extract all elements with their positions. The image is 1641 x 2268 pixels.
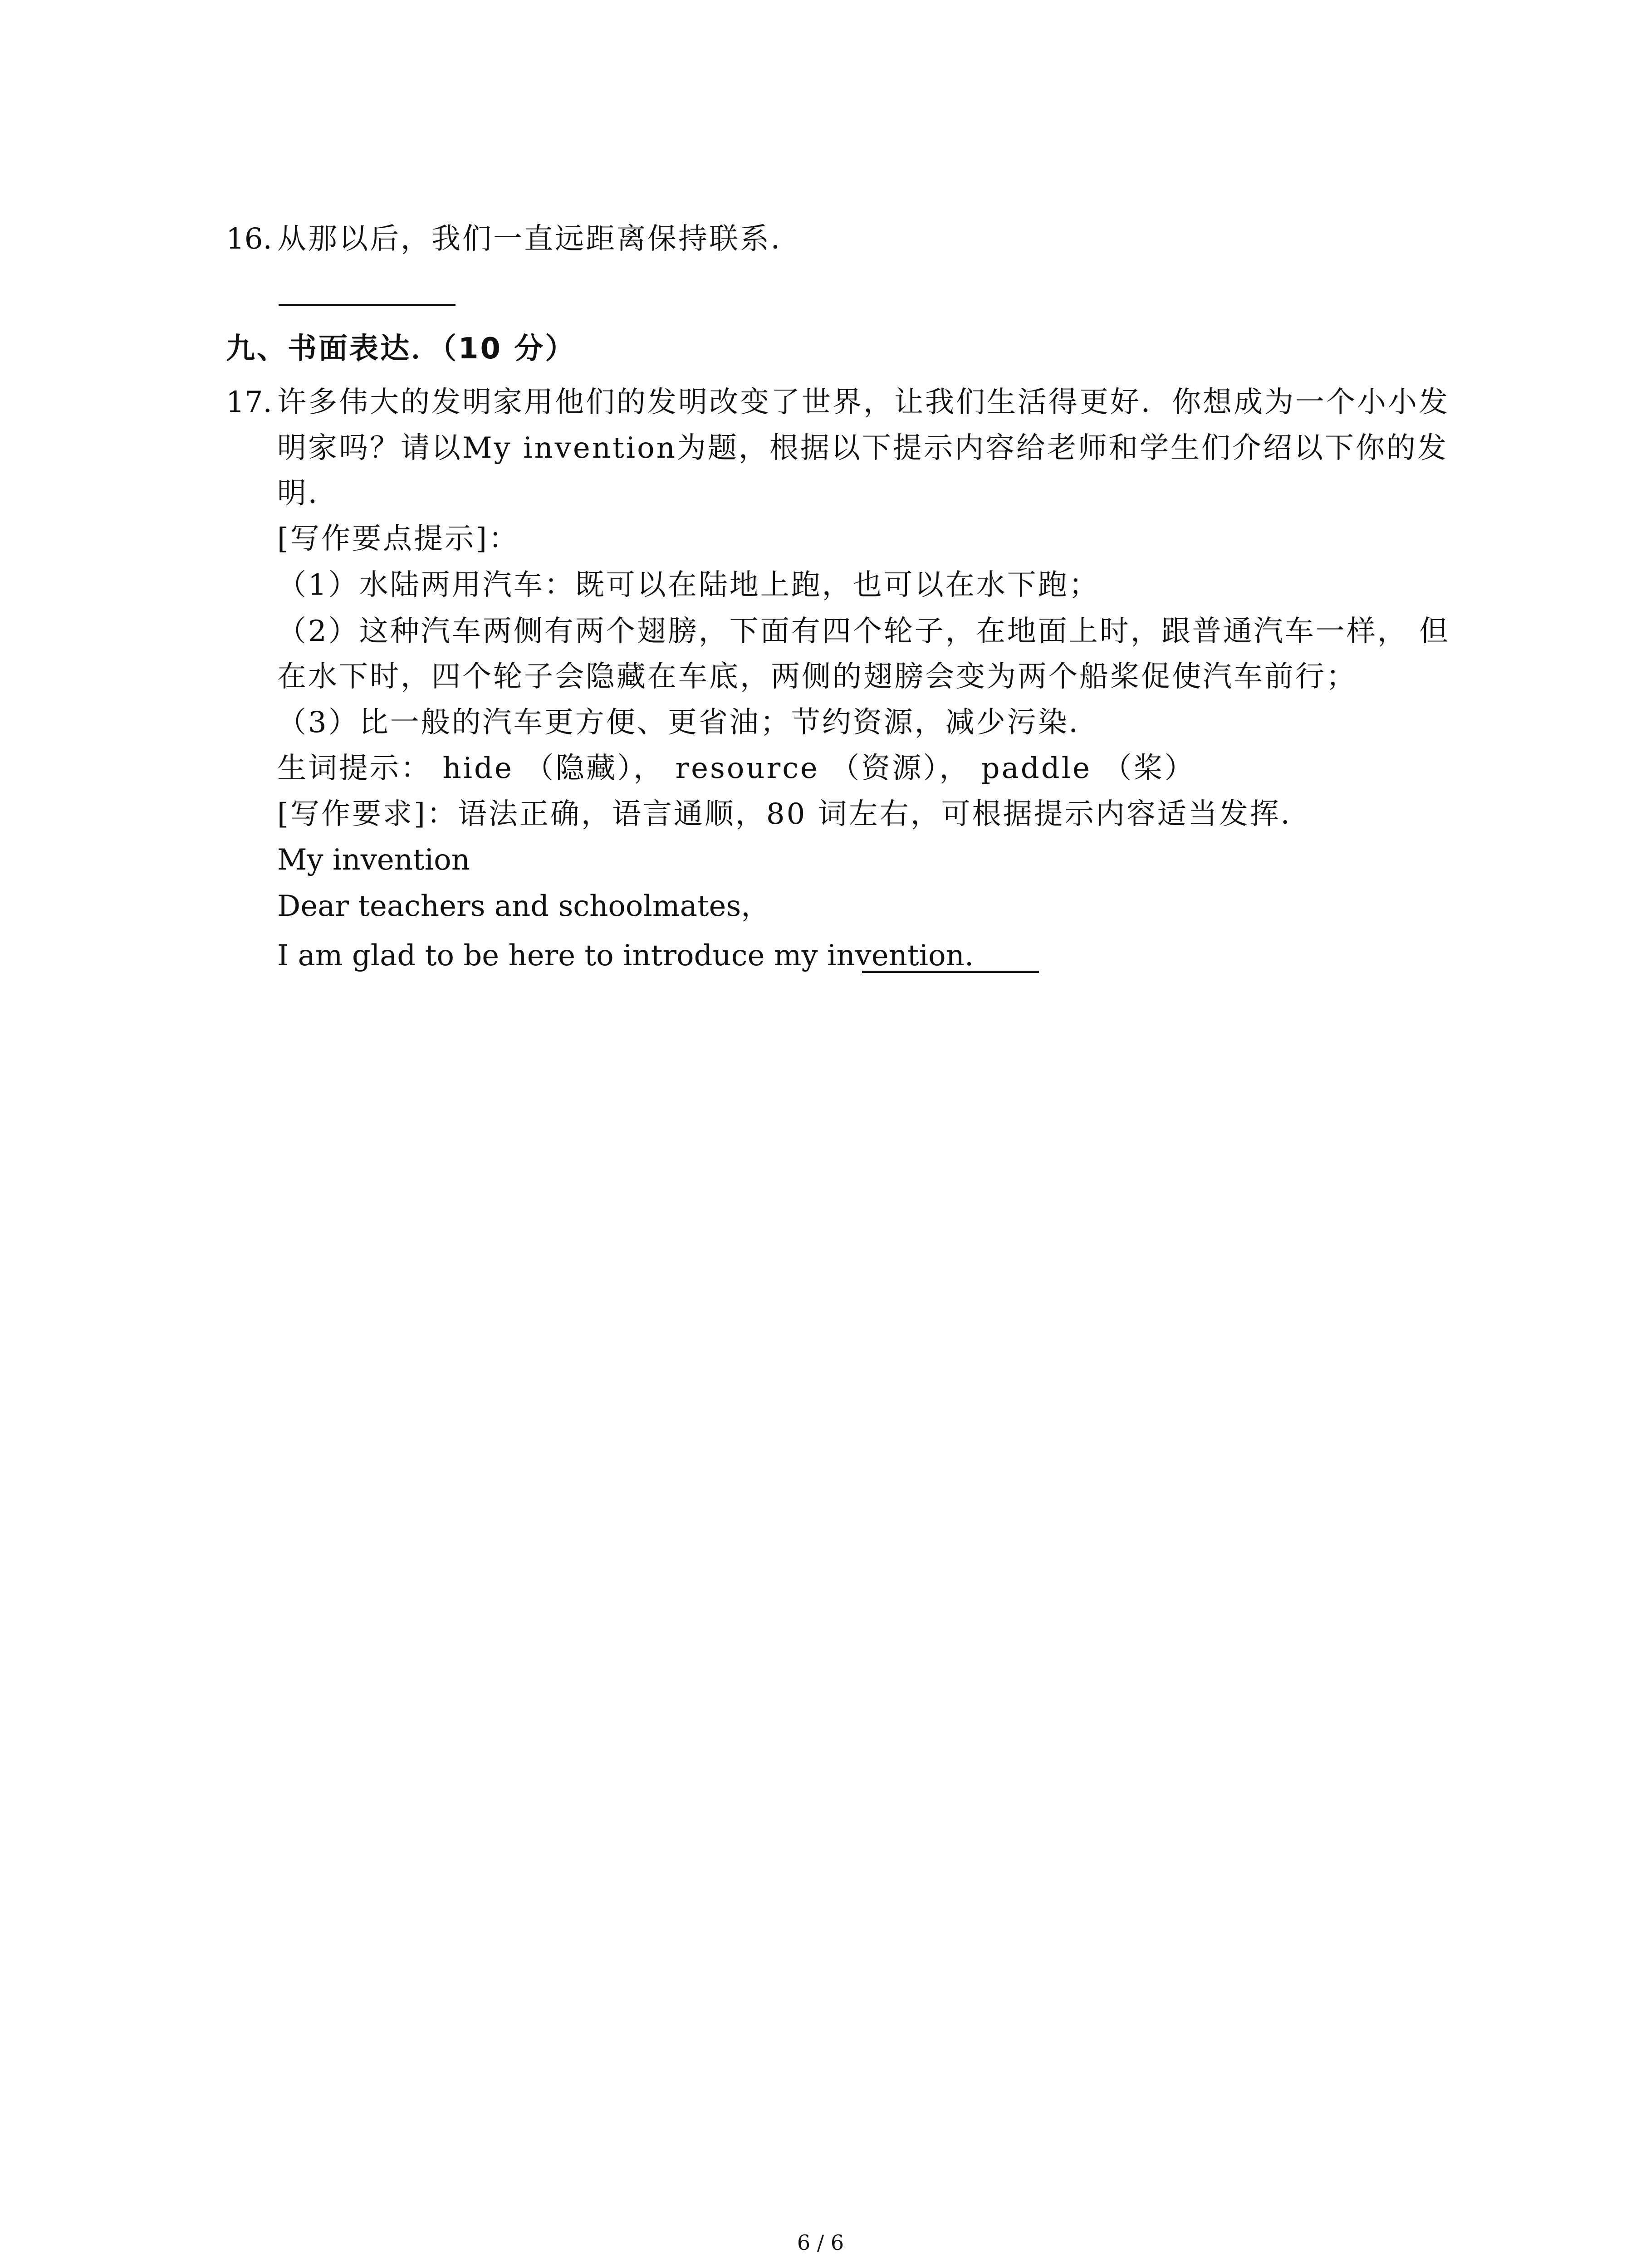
writing-points-label: [写作要点提示]： bbox=[277, 522, 519, 556]
writing-point-3: （3）比一般的汽车更方便、更省油；节约资源，减少污染． bbox=[277, 706, 1100, 739]
essay-opening-sentence: I am glad to be here to introduce my invention. bbox=[277, 939, 974, 973]
section-9-heading: 九、书面表达．（10 分） bbox=[226, 332, 576, 366]
question-17-line-2: 明家吗？请以My invention为题，根据以下提示内容给老师和学生们介绍以下你的发 bbox=[277, 431, 1448, 465]
essay-greeting: Dear teachers and schoolmates， bbox=[277, 890, 770, 923]
essay-title: My invention bbox=[277, 843, 470, 877]
writing-point-1: （1）水陆两用汽车：既可以在陆地上跑，也可以在水下跑； bbox=[277, 568, 1100, 602]
question-17-answer-blank[interactable] bbox=[862, 971, 1039, 973]
question-17-line-3: 明． bbox=[277, 477, 339, 510]
page-number: 6 / 6 bbox=[797, 2230, 844, 2255]
writing-requirements: [写作要求]：语法正确，语言通顺，80 词左右，可根据提示内容适当发挥． bbox=[277, 797, 1312, 831]
question-16-number: 16. bbox=[226, 222, 272, 256]
vocabulary-hints: 生词提示： hide （隐藏）， resource （资源）， paddle （桨） bbox=[277, 752, 1195, 785]
question-17-number: 17. bbox=[226, 386, 272, 419]
writing-point-2-line-1: （2）这种汽车两侧有两个翅膀，下面有四个轮子，在地面上时，跟普通汽车一样， 但 bbox=[277, 615, 1450, 648]
question-16-text: 从那以后，我们一直远距离保持联系． bbox=[277, 222, 802, 256]
question-17-line-1: 许多伟大的发明家用他们的发明改变了世界，让我们生活得更好．你想成为一个小小发 bbox=[277, 386, 1450, 419]
question-16-answer-blank[interactable] bbox=[279, 304, 456, 306]
writing-point-2-line-2: 在水下时，四个轮子会隐藏在车底，两侧的翅膀会变为两个船桨促使汽车前行； bbox=[277, 660, 1357, 694]
